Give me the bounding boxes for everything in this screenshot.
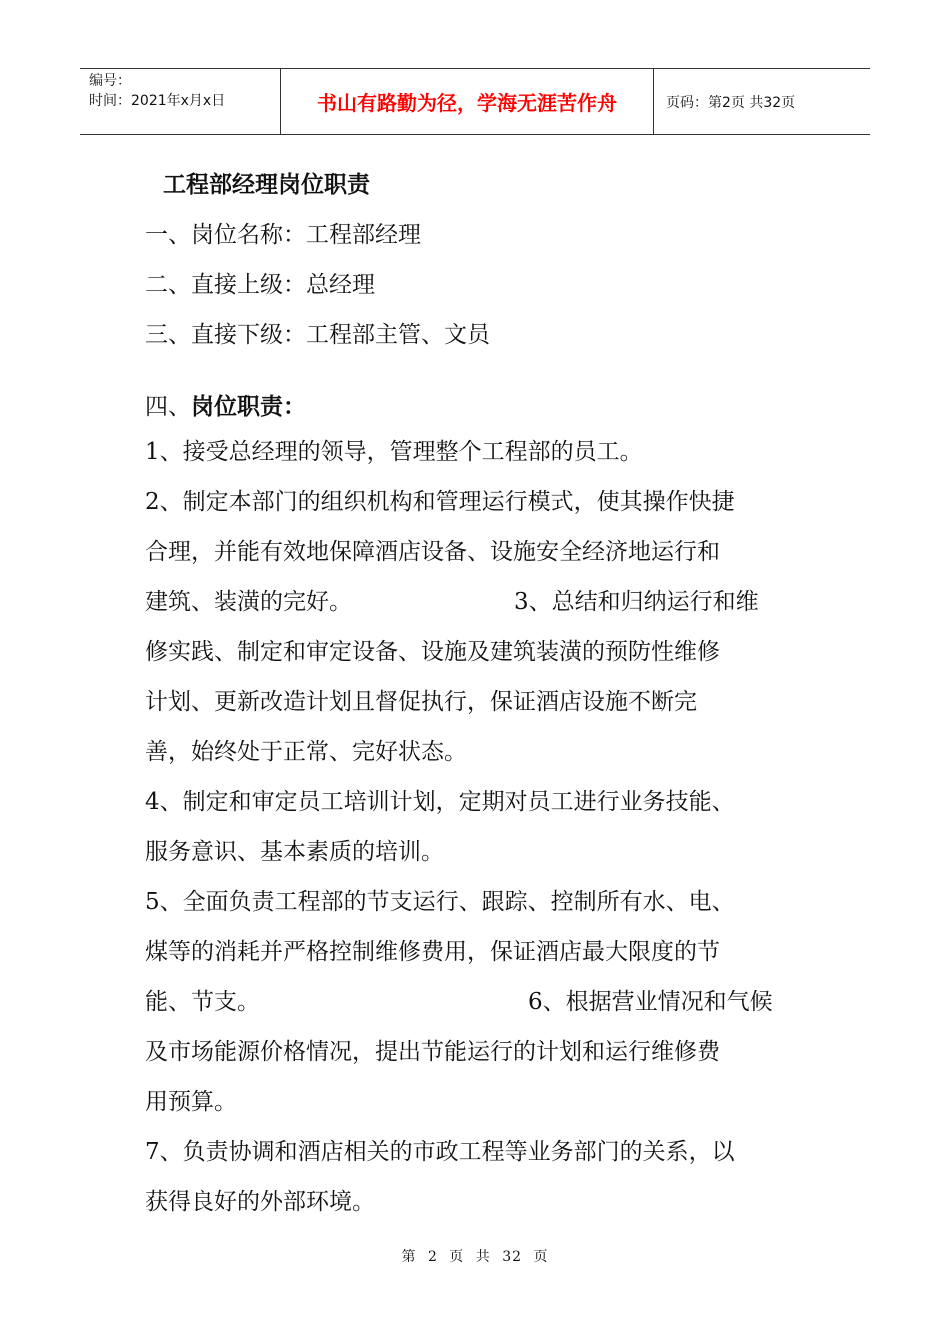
duty-line: 服务意识、基本素质的培训。 xyxy=(145,839,444,865)
number-label: 编号： xyxy=(89,73,131,89)
info-line-position-name: 一、岗位名称：工程部经理 xyxy=(145,222,421,248)
duty-line: 4、制定和审定员工培训计划，定期对员工进行业务技能、 xyxy=(145,789,735,815)
section-heading xyxy=(145,388,306,421)
section-prefix: 四、 xyxy=(145,394,191,420)
duty-line: 用预算。 xyxy=(145,1089,237,1115)
duty-line: 善，始终处于正常、完好状态。 xyxy=(145,739,467,765)
duty-line: 7、负责协调和酒店相关的市政工程等业务部门的关系，以 xyxy=(145,1139,735,1165)
duty-segment: 建筑、装潢的完好。 xyxy=(145,589,352,615)
duty-line xyxy=(145,977,801,1027)
duty-segment: 6、根据营业情况和气候 xyxy=(528,989,773,1015)
header-meta xyxy=(80,69,281,134)
duty-line: 及市场能源价格情况，提出节能运行的计划和运行维修费 xyxy=(145,1039,720,1065)
header-motto: 书山有路勤为径，学海无涯苦作舟 xyxy=(281,69,654,134)
duty-line: 2、制定本部门的组织机构和管理运行模式，使其操作快捷 xyxy=(145,489,735,515)
info-line-supervisor: 二、直接上级：总经理 xyxy=(145,272,375,298)
duty-segment: 能、节支。 xyxy=(145,989,260,1015)
duty-line: 5、全面负责工程部的节支运行、跟踪、控制所有水、电、 xyxy=(145,889,735,915)
time-label: 时间：2021年x月x日 xyxy=(89,93,226,109)
section-title: 岗位职责： xyxy=(191,394,306,420)
page-footer: 第 2 页 共 32 页 xyxy=(401,1249,549,1265)
duty-line: 煤等的消耗并严格控制维修费用，保证酒店最大限度的节 xyxy=(145,939,720,965)
duty-line xyxy=(145,577,801,627)
document-header xyxy=(80,68,870,135)
info-line-subordinates: 三、直接下级：工程部主管、文员 xyxy=(145,322,490,348)
duty-line: 合理，并能有效地保障酒店设备、设施安全经济地运行和 xyxy=(145,539,720,565)
duties-body xyxy=(145,427,801,1227)
duty-line: 获得良好的外部环境。 xyxy=(145,1189,375,1215)
duty-line: 修实践、制定和审定设备、设施及建筑装潢的预防性维修 xyxy=(145,639,720,665)
document-title: 工程部经理岗位职责 xyxy=(163,172,370,198)
duty-line: 1、接受总经理的领导，管理整个工程部的员工。 xyxy=(145,439,643,465)
duty-line: 计划、更新改造计划且督促执行，保证酒店设施不断完 xyxy=(145,689,697,715)
duty-segment: 3、总结和归纳运行和维 xyxy=(514,589,759,615)
header-page-info: 页码：第2页 共32页 xyxy=(666,94,796,111)
